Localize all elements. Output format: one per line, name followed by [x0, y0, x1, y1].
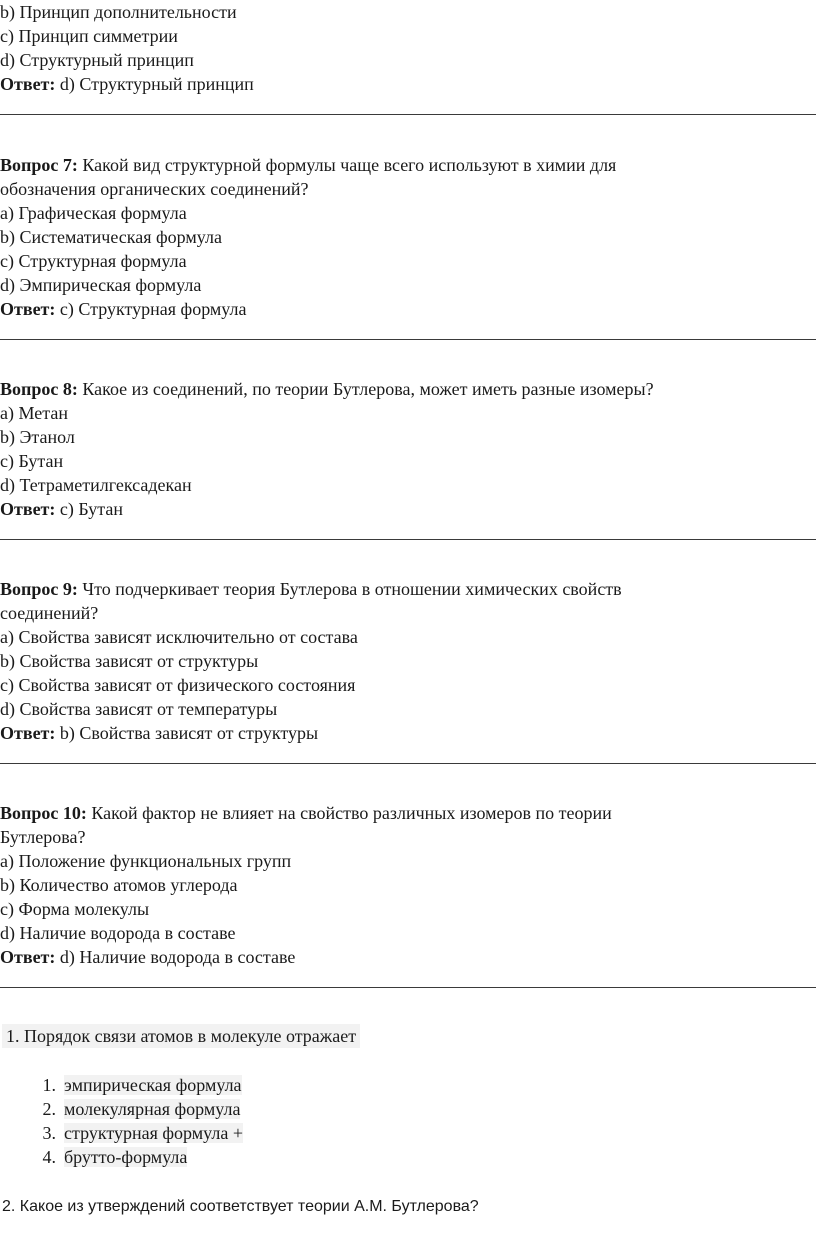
q8-text-line1: Какое из соединений, по теории Бутлерова, может иметь разные изомеры? — [77, 379, 654, 399]
q10-label: Вопрос 10: — [0, 803, 87, 823]
test2-q1-item — [26, 1097, 240, 1121]
q8-label: Вопрос 8: — [0, 379, 78, 399]
q7-option-b: b) Систематическая формула — [0, 227, 222, 247]
q8-option-b: b) Этанол — [0, 427, 75, 447]
q9-text-line1: Что подчеркивает теория Бутлерова в отношении химических свойств — [77, 579, 622, 599]
q9-answer-label: Ответ: — [0, 723, 56, 743]
q8-option-d: d) Тетраметилгексадекан — [0, 475, 192, 495]
q6-answer — [0, 72, 254, 96]
separator-rule — [0, 763, 816, 764]
test2-q1-item — [26, 1121, 243, 1145]
q6-answer-text: d) Структурный принцип — [55, 74, 254, 94]
q10-answer-text: d) Наличие водорода в составе — [55, 947, 296, 967]
q9-option-b: b) Свойства зависят от структуры — [0, 651, 259, 671]
q9-question — [0, 577, 622, 601]
list-number: 1. — [42, 1075, 56, 1095]
separator-rule — [0, 114, 816, 115]
q6-option-d: d) Структурный принцип — [0, 50, 194, 70]
q10-text-line2: Бутлерова? — [0, 827, 86, 847]
q7-answer-label: Ответ: — [0, 299, 56, 319]
q7-text-line1: Какой вид структурной формулы чаще всего используют в химии для — [77, 155, 617, 175]
q8-answer-text: c) Бутан — [55, 499, 123, 519]
q8-option-a: a) Метан — [0, 403, 68, 423]
q10-option-c: c) Форма молекулы — [0, 899, 150, 919]
q7-text-line2: обозначения органических соединений? — [0, 179, 309, 199]
q7-answer-text: c) Структурная формула — [55, 299, 247, 319]
q9-answer-text: b) Свойства зависят от структуры — [55, 723, 319, 743]
q9-option-a: a) Свойства зависят исключительно от состава — [0, 627, 358, 647]
test2-q1-title: 1. Порядок связи атомов в молекуле отражает — [2, 1024, 360, 1048]
test2-q1-item — [26, 1145, 187, 1169]
q6-option-b: b) Принцип дополнительности — [0, 2, 237, 22]
q10-answer — [0, 945, 295, 969]
q7-answer — [0, 297, 247, 321]
list-item-text: молекулярная формула — [64, 1099, 241, 1119]
q10-text-line1: Какой фактор не влияет на свойство различных изомеров по теории — [86, 803, 612, 823]
test2-q2-title: 2. Какое из утверждений соответствует теории А.М. Бутлерова? — [2, 1198, 479, 1215]
list-item-text: структурная формула + — [64, 1123, 243, 1143]
q9-answer — [0, 721, 318, 745]
q9-option-d: d) Свойства зависят от температуры — [0, 699, 278, 719]
list-item-text: эмпирическая формула — [64, 1075, 242, 1095]
q9-text-line2: соединений? — [0, 603, 99, 623]
q9-label: Вопрос 9: — [0, 579, 78, 599]
q8-answer — [0, 497, 123, 521]
q10-question — [0, 801, 612, 825]
list-item-text: брутто-формула — [64, 1147, 188, 1167]
list-number: 4. — [42, 1147, 56, 1167]
q8-answer-label: Ответ: — [0, 499, 56, 519]
q6-answer-label: Ответ: — [0, 74, 56, 94]
q10-option-b: b) Количество атомов углерода — [0, 875, 238, 895]
q6-option-c: c) Принцип симметрии — [0, 26, 178, 46]
separator-rule — [0, 539, 816, 540]
separator-rule — [0, 987, 816, 988]
q9-option-c: c) Свойства зависят от физического состояния — [0, 675, 356, 695]
q10-option-a: a) Положение функциональных групп — [0, 851, 292, 871]
q7-option-d: d) Эмпирическая формула — [0, 275, 202, 295]
q10-option-d: d) Наличие водорода в составе — [0, 923, 236, 943]
q7-option-a: a) Графическая формула — [0, 203, 187, 223]
list-number: 2. — [42, 1099, 56, 1119]
q7-option-c: c) Структурная формула — [0, 251, 187, 271]
q8-question — [0, 377, 654, 401]
separator-rule — [0, 339, 816, 340]
test2-q1-item — [26, 1073, 242, 1097]
q8-option-c: c) Бутан — [0, 451, 64, 471]
q7-label: Вопрос 7: — [0, 155, 78, 175]
list-number: 3. — [42, 1123, 56, 1143]
q7-question — [0, 153, 616, 177]
q10-answer-label: Ответ: — [0, 947, 56, 967]
